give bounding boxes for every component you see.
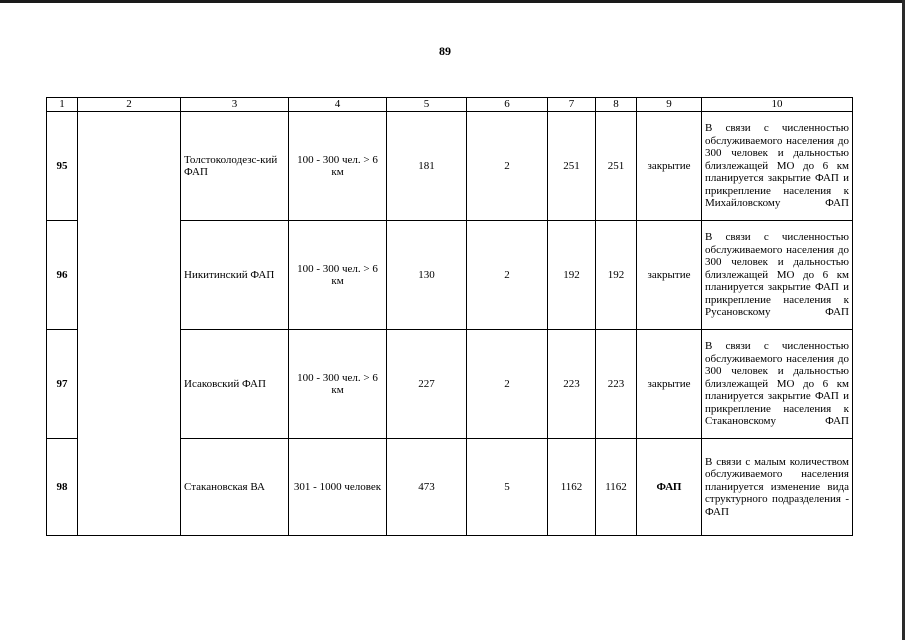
header-cell: 2 <box>78 98 181 112</box>
note-text: В связи с численностью обслуживаемого населения до 300 человек и дальностью близлежащей МО до 6 км планируется закрытие ФАП и прикрепление населения к Михайловскому ФАП <box>702 112 853 221</box>
col7-value: 251 <box>548 112 596 221</box>
col5-value: 227 <box>387 330 467 439</box>
note-text: В связи с численностью обслуживаемого населения до 300 человек и дальностью близлежащей МО до 6 км планируется закрытие ФАП и прикрепление населения к Русановскому ФАП <box>702 221 853 330</box>
col8-value: 223 <box>596 330 637 439</box>
col6-value: 2 <box>467 330 548 439</box>
col7-value: 192 <box>548 221 596 330</box>
facility-name: Исаковский ФАП <box>181 330 289 439</box>
scan-border-top <box>0 0 905 3</box>
row-number: 97 <box>47 330 78 439</box>
table-row <box>47 112 853 221</box>
header-cell: 6 <box>467 98 548 112</box>
facility-name: Никитинский ФАП <box>181 221 289 330</box>
page-number: 89 <box>439 44 451 58</box>
header-cell: 4 <box>289 98 387 112</box>
population-range: 301 - 1000 человек <box>289 439 387 536</box>
header-row <box>47 98 853 112</box>
facility-name: Толстоколодезс-кий ФАП <box>181 112 289 221</box>
row-number: 96 <box>47 221 78 330</box>
population-range: 100 - 300 чел. > 6 км <box>289 112 387 221</box>
note-text: В связи с численностью обслуживаемого населения до 300 человек и дальностью близлежащей МО до 6 км планируется закрытие ФАП и прикрепление населения к Стакановскому ФАП <box>702 330 853 439</box>
header-cell: 9 <box>637 98 702 112</box>
action-value: ФАП <box>637 439 702 536</box>
col6-value: 2 <box>467 221 548 330</box>
col7-value: 1162 <box>548 439 596 536</box>
header-cell: 10 <box>702 98 853 112</box>
header-cell: 8 <box>596 98 637 112</box>
col6-value: 2 <box>467 112 548 221</box>
row-number: 98 <box>47 439 78 536</box>
district-cell <box>78 112 181 536</box>
facility-name: Стакановская ВА <box>181 439 289 536</box>
col8-value: 192 <box>596 221 637 330</box>
note-text: В связи с малым количеством обслуживаемого населения планируется изменение вида структурного подразделения - ФАП <box>702 439 853 536</box>
action-value: закрытие <box>637 330 702 439</box>
col8-value: 1162 <box>596 439 637 536</box>
col7-value: 223 <box>548 330 596 439</box>
facilities-table <box>46 97 853 536</box>
row-number: 95 <box>47 112 78 221</box>
col5-value: 473 <box>387 439 467 536</box>
population-range: 100 - 300 чел. > 6 км <box>289 221 387 330</box>
col8-value: 251 <box>596 112 637 221</box>
col5-value: 130 <box>387 221 467 330</box>
header-cell: 1 <box>47 98 78 112</box>
col5-value: 181 <box>387 112 467 221</box>
action-value: закрытие <box>637 112 702 221</box>
header-cell: 7 <box>548 98 596 112</box>
action-value: закрытие <box>637 221 702 330</box>
col6-value: 5 <box>467 439 548 536</box>
header-cell: 3 <box>181 98 289 112</box>
header-cell: 5 <box>387 98 467 112</box>
population-range: 100 - 300 чел. > 6 км <box>289 330 387 439</box>
